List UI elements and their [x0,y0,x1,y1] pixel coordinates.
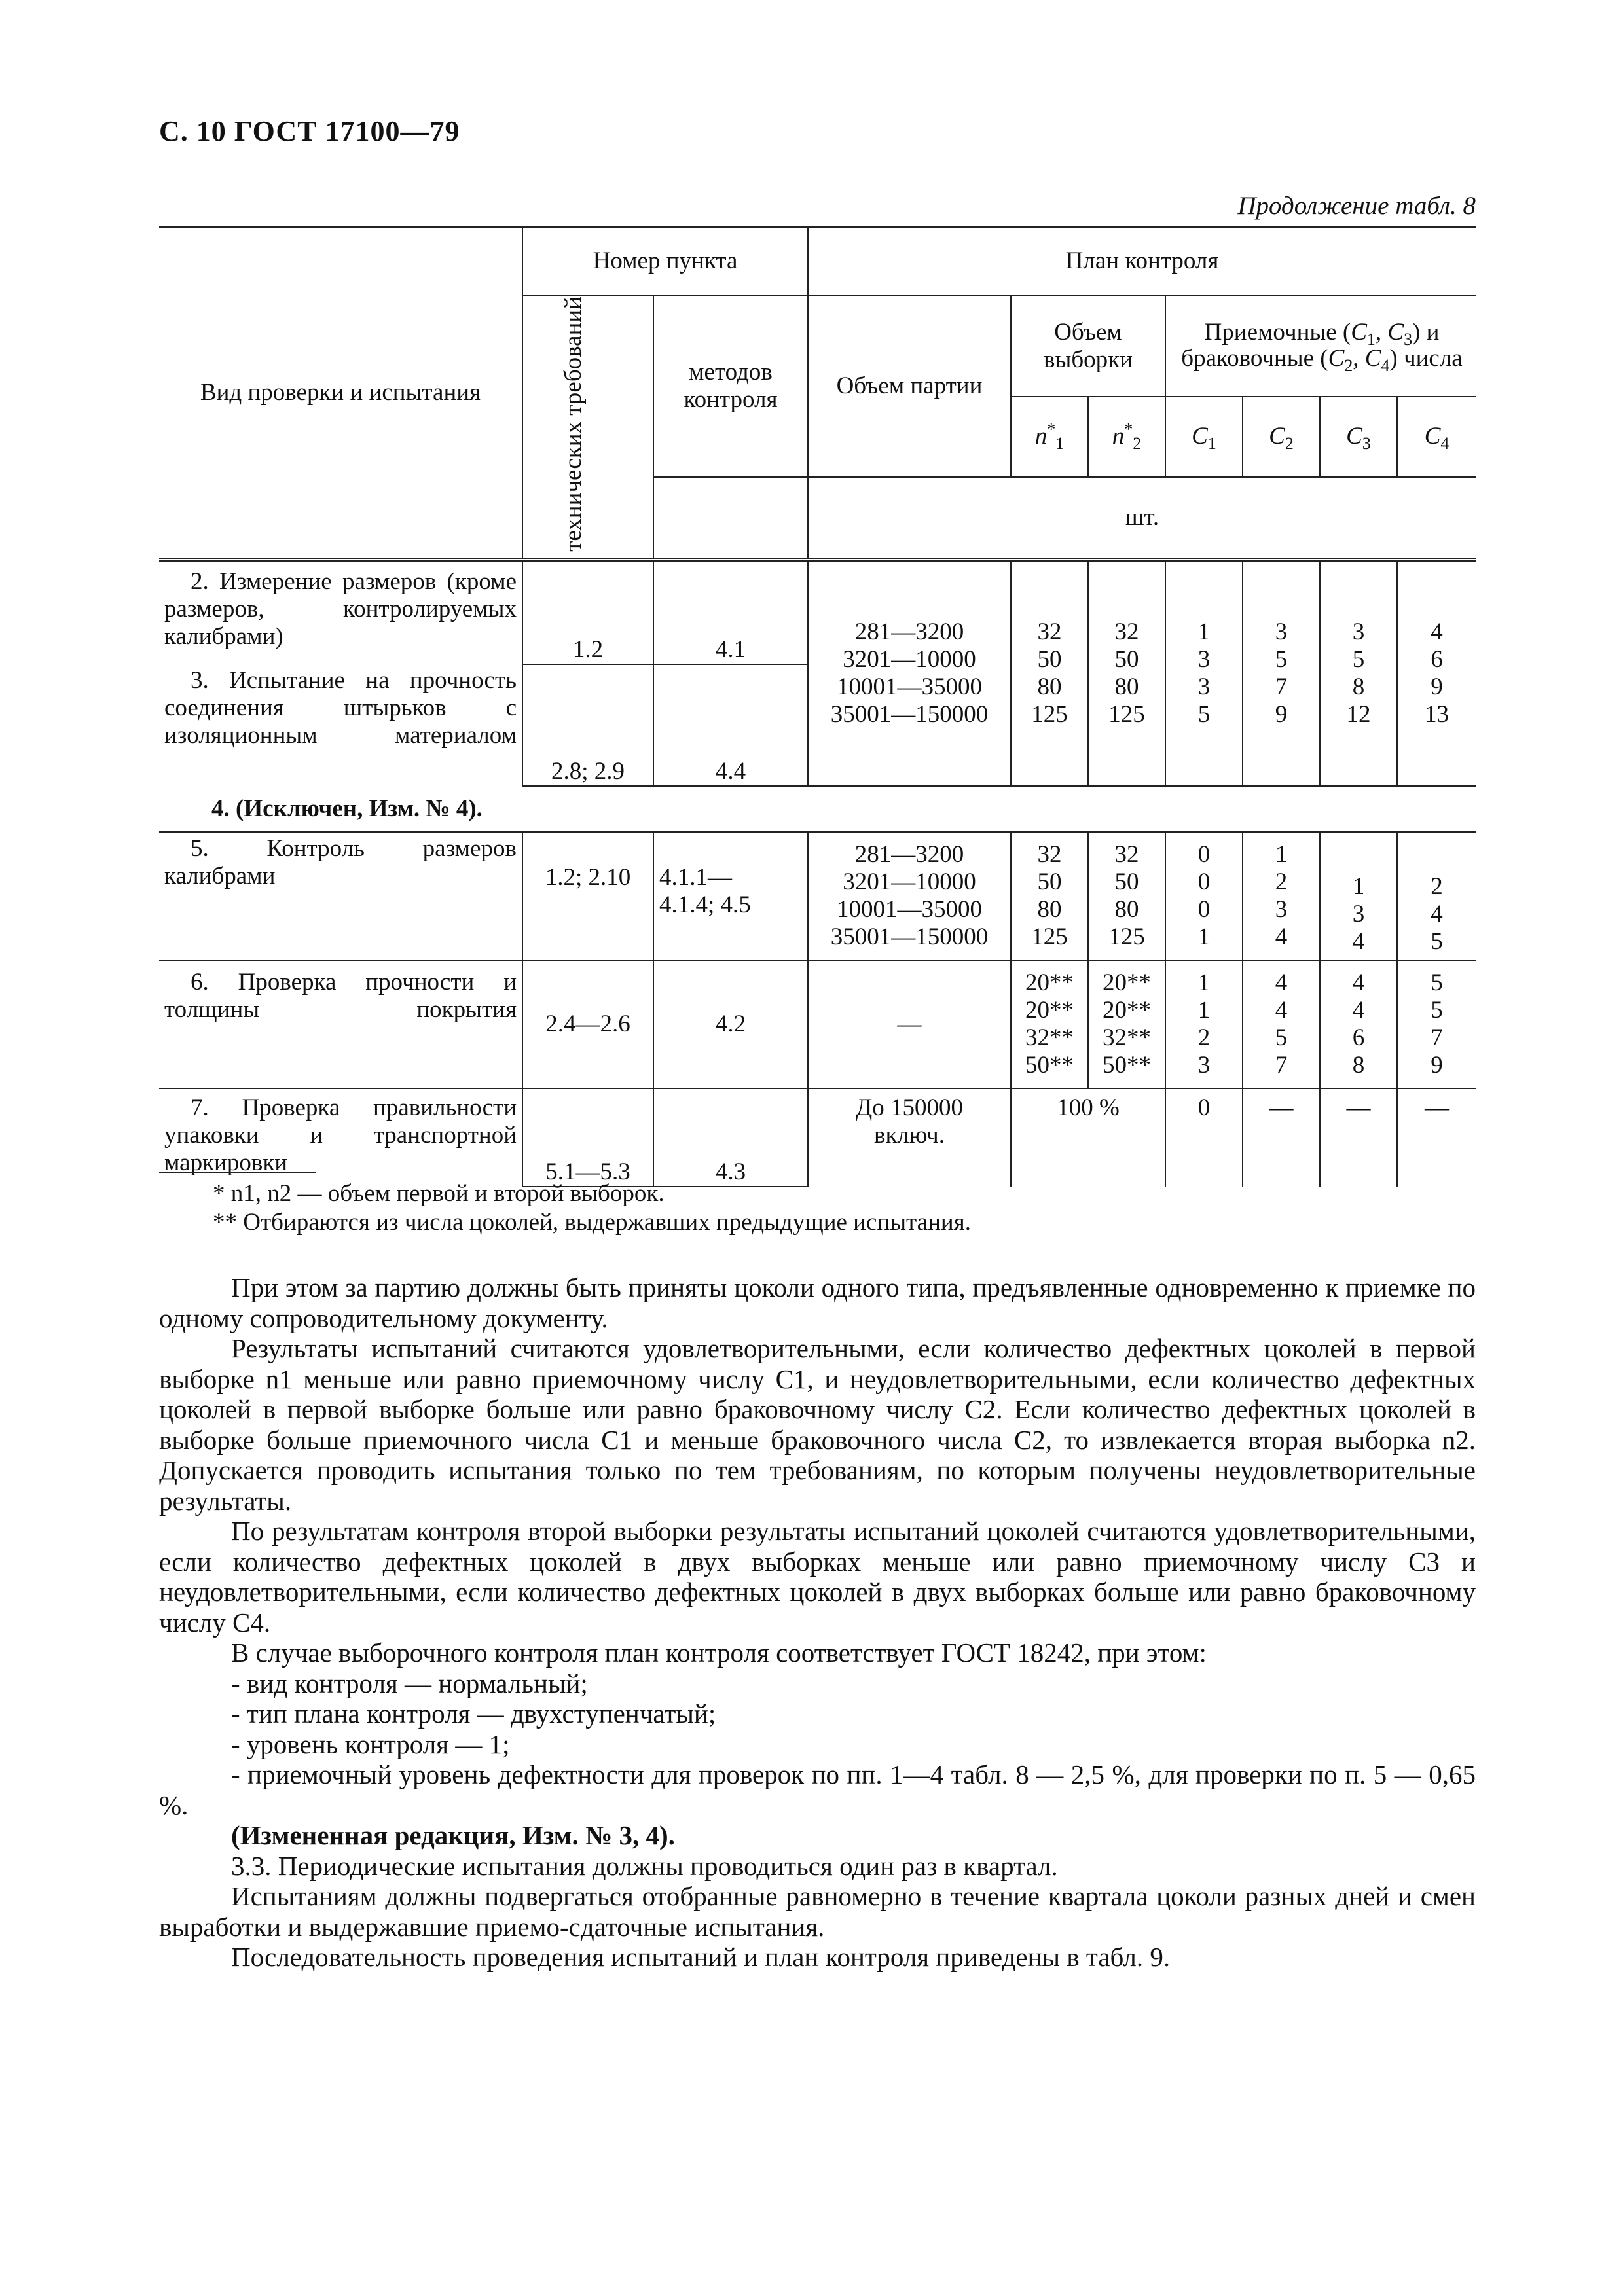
header-n1: $n^*_1$ [1011,397,1088,477]
row-2-3-n1: 32 50 80 125 [1011,560,1088,786]
row-7-method: 4.3 [653,1088,808,1187]
row-7-lot: До 150000 включ. [808,1088,1011,1187]
list-item-control-type: - вид контроля — нормальный; [231,1668,588,1698]
footnote-1: * n1, n2 — объем первой и второй выборок. [213,1180,665,1207]
header-units: шт. [808,477,1476,560]
row-6-c1: 1 1 2 3 [1165,960,1243,1088]
page-title: С. 10 ГОСТ 17100—79 [159,115,460,147]
paragraph-first-sample-results: Результаты испытаний считаются удовлетворительными, если количество дефектных цоколей в первой выборке n1 меньше или равно приемочному числу C1, и неудовлетворительными, если количество дефектных цоколей в первой выборке больше или равно браковочному числу C2. Если количество дефектных цоколей в выборке больше приемочного числа C1 и меньше браковочного числа C2, то извлекается вторая выборка n2. Допускается проводить испытания только по тем требованиям, по которым получены неудовлетворительные результаты. [159,1333,1476,1516]
row-2-3-c4: 4 6 9 13 [1397,560,1476,786]
header-sample-volume: Объем выборки [1011,296,1165,397]
paragraph-amendment-note: (Измененная редакция, Изм. № 3, 4). [231,1820,675,1850]
header-n2: $n^*_2$ [1088,397,1165,477]
row-6-c4: 5 5 7 9 [1397,960,1476,1088]
row-5-c1: 0 0 0 1 [1165,832,1243,960]
header-item-number: Номер пункта [522,227,808,296]
header-c1: $C_1$ [1165,397,1243,477]
row-3-tech: 2.8; 2.9 [522,664,653,786]
row-7-c3: — [1320,1088,1397,1187]
row-7-c4: — [1397,1088,1476,1187]
paragraph-lot-definition: При этом за партию должны быть приняты цоколи одного типа, предъявленные одновременно к приемке по одному сопроводительному документу. [159,1272,1476,1333]
table-footnotes [159,1172,971,1237]
paragraph-table-9-reference: Последовательность проведения испытаний и план контроля приведены в табл. 9. [231,1942,1171,1972]
row-6-tech: 2.4—2.6 [522,960,653,1088]
header-methods: методов контроля [653,296,808,477]
row-4-excluded: 4. (Исключен, Изм. № 4). [159,786,1476,832]
row-7-name: 7. Проверка правильности упаковки и транспортной маркировки [164,1094,517,1177]
header-lot-volume: Объем партии [808,296,1011,477]
row-2-method: 4.1 [653,560,808,664]
row-6-n2: 20** 20** 32** 50** [1088,960,1165,1088]
row-5-c3: 1 3 4 [1320,832,1397,960]
row-5-name: 5. Контроль размеров калибрами [159,832,522,960]
header-methods-spacer [653,477,808,560]
row-3-method: 4.4 [653,664,808,786]
list-item-control-level: - уровень контроля — 1; [231,1729,510,1759]
row-5-lot: 281—3200 3201—10000 10001—35000 35001—150000 [808,832,1011,960]
footnote-2: ** Отбираются из числа цоколей, выдержавших предыдущие испытания. [213,1209,971,1236]
row-5-c2: 1 2 3 4 [1243,832,1320,960]
row-2-3-lot: 281—3200 3201—10000 10001—35000 35001—150000 [808,560,1011,786]
header-c3: $C_3$ [1320,397,1397,477]
inspection-table [159,226,1476,1187]
row-7-c2: — [1243,1088,1320,1187]
row-5-n1: 32 50 80 125 [1011,832,1088,960]
row-2-tech: 1.2 [522,560,653,664]
row-6-c3: 4 4 6 8 [1320,960,1397,1088]
row-2-3-c1: 1 3 3 5 [1165,560,1243,786]
list-item-defect-level: - приемочный уровень дефектности для проверок по пп. 1—4 табл. 8 — 2,5 %, для проверки по п. 5 — 0,65 %. [159,1759,1476,1820]
row-6-name: 6. Проверка прочности и толщины покрытия [159,960,522,1088]
paragraph-periodic-tests: 3.3. Периодические испытания должны проводиться один раз в квартал. [231,1850,1058,1881]
paragraph-second-sample-results: По результатам контроля второй выборки результаты испытаний цоколей считаются удовлетворительными, если количество дефектных цоколей в двух выборках меньше или равно приемочному числу C3 и неудовлетворительными, если количество дефектных цоколей в двух выборках больше или равно браковочному числу C4. [159,1516,1476,1638]
row-7-sample: 100 % [1011,1088,1165,1187]
list-item-plan-type: - тип плана контроля — двухступенчатый; [231,1698,716,1729]
row-7-tech: 5.1—5.3 [522,1088,653,1187]
row-5-tech: 1.2; 2.10 [522,832,653,960]
footnote-rule [159,1172,316,1173]
paragraph-test-samples: Испытаниям должны подвергаться отобранные равномерно в течение квартала цоколи разных дней и смен выработки и выдержавшие приемо-сдаточные испытания. [159,1881,1476,1942]
body-text [159,1272,1476,1973]
row-5-method: 4.1.1— 4.1.4; 4.5 [653,832,808,960]
row-2-3-n2: 32 50 80 125 [1088,560,1165,786]
header-c2: $C_2$ [1243,397,1320,477]
row-6-method: 4.2 [653,960,808,1088]
row-2-name: 2. Измерение размеров (кроме размеров, контролируемых калибрами) [164,568,517,651]
row-5-c4: 2 4 5 [1397,832,1476,960]
table-continuation-caption: Продолжение табл. 8 [1237,192,1476,220]
row-6-n1: 20** 20** 32** 50** [1011,960,1088,1088]
paragraph-sampling-plan: В случае выборочного контроля план контроля соответствует ГОСТ 18242, при этом: [231,1638,1207,1668]
header-acceptance-numbers: Приемочные ($C_1$, $C_3$) и браковочные ($C_2$, $C_4$) числа [1165,296,1476,397]
row-3-name: 3. Испытание на прочность соединения штырьков с изоляционным материалом [164,667,517,749]
row-6-c2: 4 4 5 7 [1243,960,1320,1088]
row-7-c1: 0 [1165,1088,1243,1187]
row-5-n2: 32 50 80 125 [1088,832,1165,960]
header-kind: Вид проверки и испытания [159,227,522,560]
header-plan: План контроля [808,227,1476,296]
row-6-lot: — [808,960,1011,1088]
row-2-3-c3: 3 5 8 12 [1320,560,1397,786]
header-c4: $C_4$ [1397,397,1476,477]
header-tech-req: технических требований [522,296,653,560]
row-2-3-c2: 3 5 7 9 [1243,560,1320,786]
